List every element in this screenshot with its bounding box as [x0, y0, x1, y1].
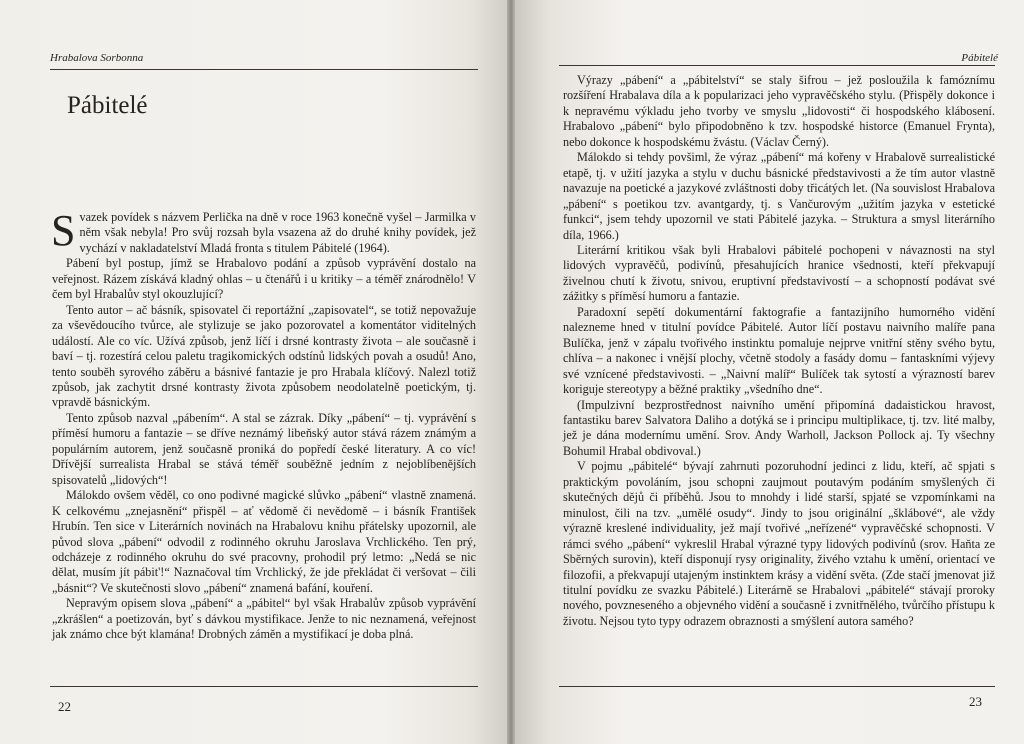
chapter-title: Pábitelé — [67, 92, 148, 119]
footer-rule-left — [50, 686, 478, 687]
paragraph: Málokdo ovšem věděl, co ono podivné magické slůvko „pábení“ vlastně znamená. K celkovému „znejasnění“ přispěl – ať vědomě či nevědomě – i básník František Hrubín. Ten sice v Literárních novinách na Hrabalovu knihu přátelsky upozornil, ale původ slova „pábení“ odvodil z rodinného okruhu Jaroslava Vrchlického. Ten prý, odcházeje z rodinného okruhu do své pracovny, prohodil prý letmo: „Nedá se nic dělat, musím jít pábit'!“ Naznačoval tím Vrchlický, že jde překládat či veršovat – čili „básnit“? Ve skutečnosti slovo „pábení“ znamená bafání, kouření. — [52, 488, 476, 595]
paragraph: Tento způsob nazval „pábením“. A stal se zázrak. Díky „pábení“ – tj. vyprávění s příměsí humoru a fantazie – se dříve neznámý libeňský autor stává rázem známým a populárním autorem, jenž současně proniká do popředí české literatury. A co víc! Dřívější surrealista Hrabal se stává téměř souběžně jedním z nejoblíbenějších spisovatelů „lidových“! — [52, 410, 476, 487]
running-head-right: Pábitelé — [961, 52, 998, 64]
paragraph: V pojmu „pábitelé“ bývají zahrnuti pozoruhodní jedinci z lidu, kteří, ač spjati s praktickým povoláním, jsou schopni zaujmout poutavým podáním smyšlených či skutečných dějů či příběhů. Jsou to mnohdy i lidé starší, spjaté se vzpomínkami na minulost, čili na tzv. „umělé osudy“. Jindy to jsou originální „šklábové“, ale vždy výrazně kreslené individuality, jež mají tvořivé „neřízené“ vypravěčské schopnosti. V rámci svého „pábení“ vykreslil Hrabal výrazné typy lidových podivínů (srov. Haňta ze Sběrných surovin), kteří disponují rysy originality, živého vztahu k umění, orientací ve filozofii, a překvapují utajeným instinktem krásy a vidění světa. (Zde stačí jmenovat již titulní povídku ze svazku Pábitelé.) Literárně se Hrabalovi „pábitelé“ stávají proroky nového, povzneseného a objevného vidění a současně i zvnitřnělého, tvůrčího přístupu k životu. Nejsou tyto typy odrazem obraznosti a smýšlení autora samého? — [563, 459, 995, 628]
paragraph: Literární kritikou však byli Hrabalovi pábitelé pochopeni v návaznosti na styl lidových vypravěčů, podivínů, přesahujících hranice všednosti, kteří překvapují živelnou chutí k životu, snivou, eruptivní představivostí – a schopností podávat své zážitky s příměsí humoru a fantazie. — [563, 242, 995, 304]
running-head-left: Hrabalova Sorbonna — [50, 52, 144, 64]
paragraph: Paradoxní sepětí dokumentární faktografie a fantazijního humorného vidění nalezneme hned v titulní povídce Pábitelé. Autor líčí postavu naivního malíře pana Bulíčka, jenž v zápalu tvořivého instinktu pomaluje nejprve vnitřní stěny svého bytu, chlíva – a nakonec i vnější plochy, včetně stodoly a fasády domu – fantaskními výjevy své vznícené představivosti. – „Naivní malíř“ Bulíček tak sytostí a výrazností barev koriguje stereotypy a běžné praktiky „všedního dne“. — [563, 304, 995, 397]
left-page — [0, 0, 509, 744]
paragraph: Nepravým opisem slova „pábení“ a „pábitel“ byl však Hrabalův způsob vyprávění „zkrášlen“ a poetizován, byť s dávkou mystifikace. Jenže to nic neznamená, veřejnost jak známo chce být klamána! Drobných záměn a mystifikací je doba plná. — [52, 596, 476, 642]
paragraph: (Impulzivní bezprostřednost naivního umění připomíná dadaistickou hravost, fantastiku barev Salvatora Daliho a dotýká se i principu multiplikace, tj. tzv. lité malby, jež je dána modernímu umění. Srov. Andy Warholl, Jackson Pollock aj. Ty všechny Bohumil Hrabal obdivoval.) — [563, 397, 995, 458]
right-body-text — [563, 73, 995, 629]
book-gutter — [507, 0, 515, 744]
paragraph: Pábení byl postup, jímž se Hrabalovo podání a způsob vyprávění dostalo na veřejnost. Rázem získává kladný ohlas – u čtenářů i u kritiky – a téměř znárodnělo! V čem byl Hrabalův styl okouzlující? — [52, 256, 476, 302]
left-body-text — [51, 206, 476, 643]
page-number-left: 22 — [58, 699, 71, 714]
paragraph: Výrazy „pábení“ a „pábitelství“ se staly šifrou – jež posloužila k famóznímu rozšíření Hrabalava díla a k popularizaci jeho vypravěčského stylu. (Přispěly dokonce i k nepravému výkladu jeho tvorby ve smyslu „lidovosti“ či hospodského klábosení. Hrabalovo „pábení“ bylo připodobněno k tzv. hospodské historce (Emanuel Fryntа), nebo dokonce k hospodskému žvástu. (Václav Černý). — [563, 73, 995, 149]
paragraph: Málokdo si tehdy povšiml, že výraz „pábení“ má kořeny v Hrabalově surrealistické etapě, tj. v užití jazyka a stylu v duchu básnické představivosti a že tím autor vlastně navazuje na poetické a jazykové zvláštnosti doby třicátých let. (Na souvislost Hrabalova „pábení“ s poetikou tzv. avantgardy, tj. s Vančurovým „užitím jazyka v estetické funkci“, jsem tehdy upozornil ve stati Pábitelé jazyka. – Struktura a smysl literárního díla, 1966.) — [563, 150, 995, 242]
page-number-right: 23 — [969, 694, 982, 709]
drop-cap: S — [51, 206, 76, 255]
header-rule-left — [50, 69, 478, 70]
paragraph: Svazek povídek s názvem Perlička na dně v roce 1963 konečně vyšel – Jarmilka v něm však nebyla! Pro svůj rozsah byla vsazena až do druhé knihy povídek, jež vychází v nakladatelství Mladá fronta s titulem Pábitelé (1964). — [51, 206, 476, 255]
footer-rule-right — [559, 686, 995, 687]
right-page — [513, 0, 1024, 744]
paragraph: Tento autor – ač básník, spisovatel či reportážní „zapisovatel“, se totiž nepovažuje za vševědoucího tvůrce, ale stylizuje se jako pozorovatel a komentátor viditelných událostí. Ale co víc. Užívá způsob, jenž líčí i drsné kontrasty života – ale současně i baví – tj. rozestírá celou paletu tragikomických odstínů lidských povah a osudů! Ano, tento souběh syrového záběru a básnivé fantazie je pro Hrabala klíčový. Nalezl totiž způsob, jak zachytit drsné kontrasty života způsobem neodolatelně poetickým, tj. vpravdě básnickým. — [52, 302, 476, 410]
header-rule-right — [559, 65, 995, 66]
